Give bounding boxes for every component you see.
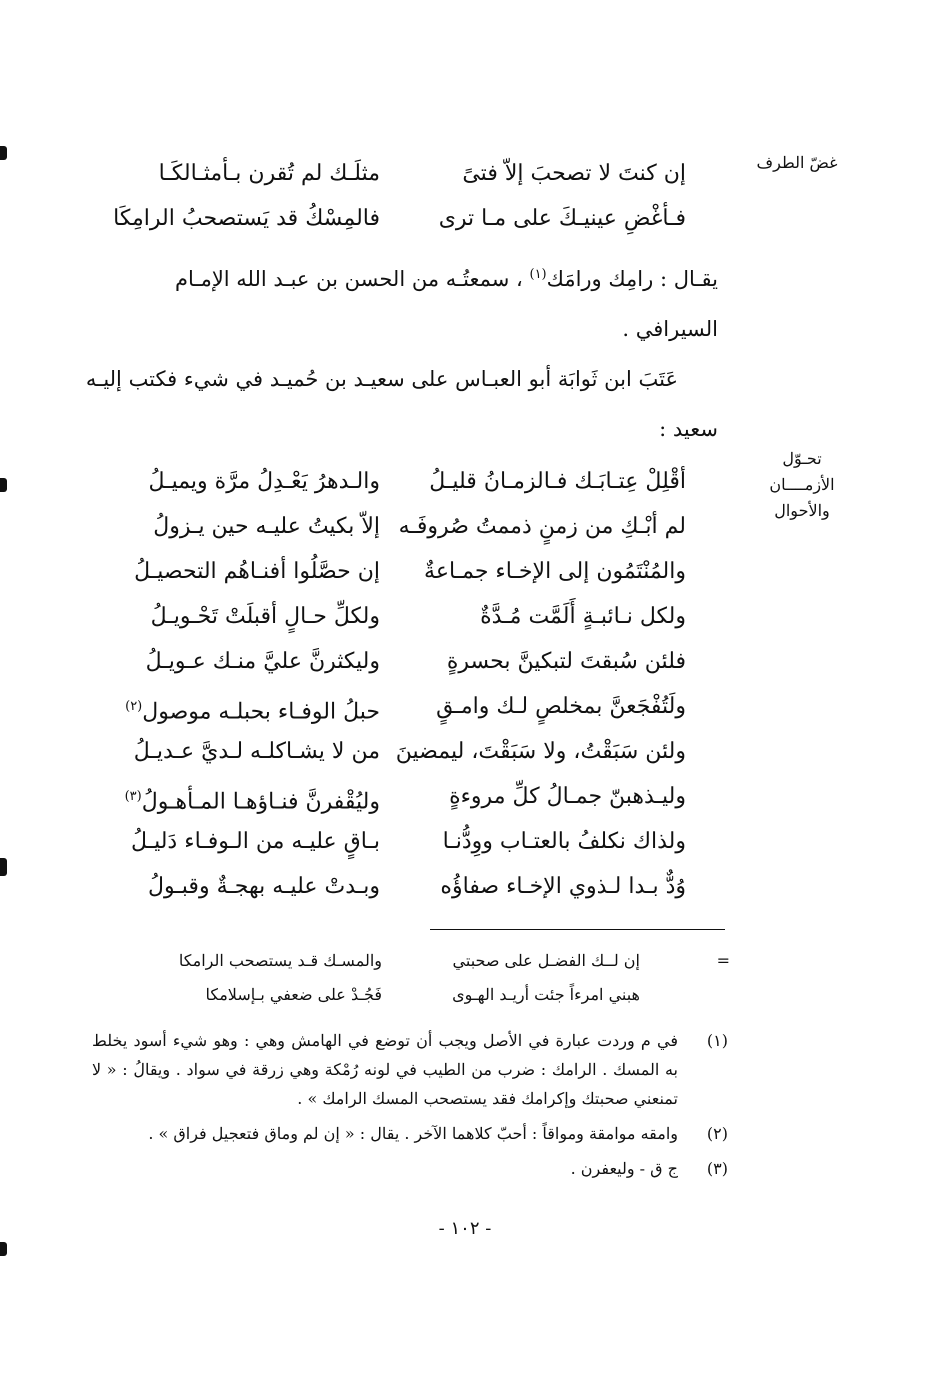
first-hemistich: أقْلِلْ عِتـابَـك فـالزمـانُ قليـلُ (429, 469, 686, 494)
prose-text: يقـال : رامِك ورامَك (546, 267, 718, 291)
prose-line (78, 250, 718, 304)
footnote (92, 1154, 728, 1183)
verse-group-1 (110, 154, 710, 244)
margin-note-changing-times: تحـوّل الأزمــــان والأحوال (769, 449, 835, 520)
page-number: - ١٠٢ - (438, 1218, 492, 1239)
second-hemistich: فالمِسْكُ قد يَستصحبُ الرامِكَا (113, 206, 380, 231)
second-hemistich (125, 777, 380, 822)
footnote-number: (٢) (706, 1124, 728, 1143)
second-hemistich: وليكثرنَّ عليَّ منـك عـويـلُ (145, 649, 380, 674)
first-hemistich: ولَتُفْجَعنَّ بمخلصٍ لـك وامـقٍ (436, 694, 686, 719)
footnotes (92, 1026, 728, 1189)
hemistich-text: وليُقْفرنَّ فنـاؤهـا المـأهـولُ (141, 789, 380, 815)
scan-edge-mark (0, 1242, 7, 1256)
footnote-reference: (١) (529, 267, 547, 282)
first-hemistich: ولذاك نكلفُ بالعتـاب ووِدُّنـا (442, 829, 686, 854)
verse-line (110, 687, 710, 732)
prose-line: عَتَبَ ابن ثَوابَة أبو العبـاس على سعيـد بن حُميـد في شيء فكتب إليـه (85, 367, 678, 391)
first-hemistich: لم أبْـكِ من زمنٍ ذممتُ صُروفَـه (398, 514, 686, 539)
margin-note-lowering-gaze: غضّ الطرف (756, 153, 838, 172)
verse-line (110, 507, 710, 552)
footnote (92, 1026, 728, 1113)
scan-edge-mark (0, 478, 7, 492)
verse-line (110, 777, 710, 822)
footnote-continuation-verse (160, 946, 730, 1014)
second-hemistich: مثلَـك لم تُقرن بـأمثـالكَـا (158, 161, 380, 186)
first-hemistich: إن لــك الفضـل على صحبتي (452, 951, 640, 970)
prose-paragraph-2 (78, 354, 718, 454)
footnote (92, 1119, 728, 1148)
verse-line (110, 642, 710, 687)
first-hemistich: فـأغْضِ عينيـكَ على مـا ترى (438, 206, 686, 231)
verse-line (160, 980, 730, 1014)
second-hemistich: إن حصَّلُوا أفنـاهُم التحصيـلُ (134, 559, 380, 584)
verse-line (110, 597, 710, 642)
verse-line (110, 732, 710, 777)
footnote-text: وامقه موامقة ومواقاً : أحبّ كلاهما الآخر . يقال : « إن لم وماق فتعجيل فراق » . (148, 1124, 678, 1143)
first-hemistich: وُدٌّ بـدا لـذوي الإخـاء صفاؤُه (440, 874, 686, 899)
second-hemistich: من لا يشـاكلـه لـديَّ عـديـلُ (133, 739, 380, 764)
first-hemistich: والمُنْتَمُون إلى الإخـاء جمـاعةٌ (424, 559, 686, 584)
verse-group-2 (110, 462, 710, 912)
first-hemistich: ولئن سَبَقْتُ، ولا سَبَقْتَ، ليمضينَ (395, 739, 686, 764)
first-hemistich: فلئن سُبقتَ لتبكينَّ بحسرةٍ (446, 649, 686, 674)
scan-edge-mark (0, 146, 7, 160)
footnote-reference: (٣) (124, 789, 142, 804)
second-hemistich: بـاقٍ عليـه من الـوفـاء دَليـلُ (130, 829, 380, 854)
verse-line (110, 867, 710, 912)
verse-line (110, 462, 710, 507)
second-hemistich: وبـدتْ عليـه بهجـةٌ وقبـولُ (148, 874, 380, 899)
verse-line (110, 199, 710, 244)
scan-edge-mark (0, 858, 7, 876)
second-hemistich: ولكلِّ حـالٍ أقبلَتْ تَحْـويـلُ (150, 604, 380, 629)
first-hemistich: هبني امرءاً جئت أريـد الهـوى (452, 985, 640, 1004)
continuation-marker: = (716, 951, 730, 970)
verse-line (110, 552, 710, 597)
footnote-number: (١) (706, 1031, 728, 1050)
second-hemistich (125, 687, 380, 732)
second-hemistich: فَجُـدْ على ضعفي بـإسلامكا (205, 985, 382, 1004)
prose-paragraph-1 (78, 250, 718, 354)
second-hemistich: والـدهرُ يَعْـدِلُ مرَّة ويميـلُ (148, 469, 380, 494)
verse-line (110, 822, 710, 867)
verse-line (110, 154, 710, 199)
footnote-reference: (٢) (125, 699, 143, 714)
hemistich-text: حبلُ الوفـاء بحبلـه موصول (142, 699, 380, 725)
prose-line: سعيد : (659, 417, 718, 441)
second-hemistich: والمسـك قـد يستصحب الرامكا (178, 951, 382, 970)
footnote-divider (430, 929, 725, 930)
footnote-text: ج ق - وليعفرن . (570, 1159, 678, 1178)
second-hemistich: إلاّ بكيتُ عليـه حين يـزولُ (153, 514, 380, 539)
first-hemistich: وليـذهبنّ جمـالُ كلِّ مروءةٍ (449, 784, 686, 809)
verse-line (160, 946, 730, 980)
footnote-text: في م وردت عبارة في الأصل ويجب أن توضع في الهامش وهي : وهو شيء أسود يخلط به المسك . الرامك : ضرب من الطيب في لونه رُمْكة وهي زرقة في سواد . ويقالُ : « لا تمنعني صحبتك وإكرامك فقد يستصحب المسك الرامك » . (92, 1031, 678, 1108)
prose-line: السيرافي . (622, 317, 718, 341)
footnote-number: (٣) (706, 1159, 728, 1178)
first-hemistich: ولكل نـائبـةٍ أَلَمَّت مُـدَّةٌ (480, 604, 686, 629)
prose-text: ، سمعتُـه من الحسن بن عبـد الله الإمـام (175, 267, 530, 291)
first-hemistich: إن كنتَ لا تصحبَ إلاّ فتىً (462, 161, 686, 186)
